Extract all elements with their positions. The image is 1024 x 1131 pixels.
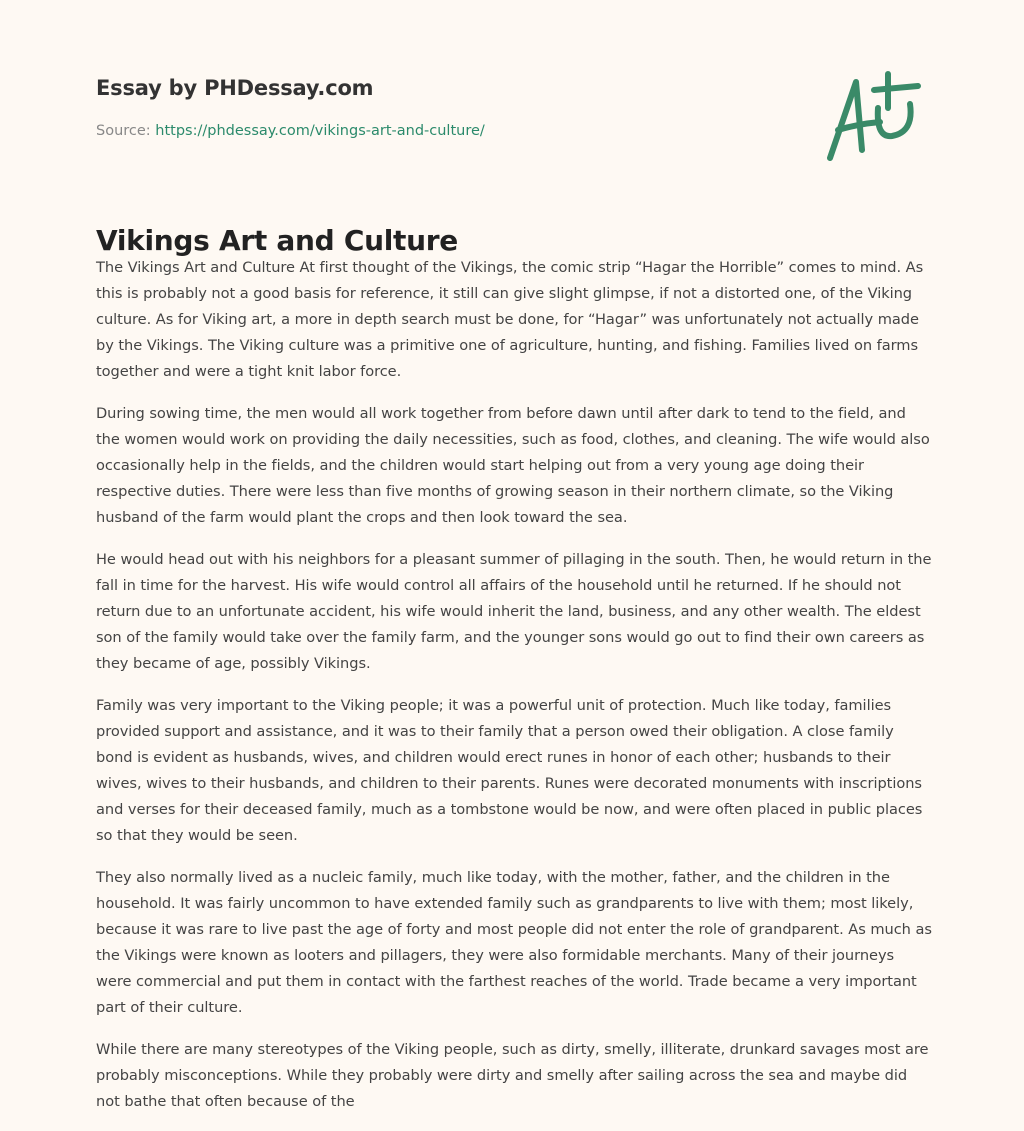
paragraph: He would head out with his neighbors for a pleasant summer of pillaging in the south. Then, he would return in the fall in time for the harvest. His wife would control all affairs of the household until he returned. If he should not return due to an unfortunate accident, his wife would inherit the land, business, and any other wealth. The eldest son of the family would take over the family farm, and the younger sons would go out to find their own careers as they became of age, possibly Vikings.	[96, 551, 932, 672]
essay-body	[96, 255, 932, 1131]
a-plus-logo-icon	[818, 68, 928, 168]
paragraph: The Vikings Art and Culture At first thought of the Vikings, the comic strip “Hagar the Horrible” comes to mind. As this is probably not a good basis for reference, it still can give slight glimpse, if not a distorted one, of the Viking culture. As for Viking art, a more in depth search must be done, for “Hagar” was unfortunately not actually made by the Vikings. The Viking culture was a primitive one of agriculture, hunting, and fishing. Families lived on farms together and were a tight knit labor force.	[96, 259, 924, 380]
source-label: Source:	[96, 123, 151, 139]
source-link[interactable]: https://phdessay.com/vikings-art-and-culture/	[155, 123, 485, 139]
paragraph: While there are many stereotypes of the Viking people, such as dirty, smelly, illiterate, drunkard savages most are probably misconceptions. While they probably were dirty and smelly after sailing across the sea and maybe did not bathe that often because of the	[96, 1041, 929, 1110]
paragraph: Family was very important to the Viking people; it was a powerful unit of protection. Much like today, families provided support and assistance, and it was to their family that a person owed their obligation. A close family bond is evident as husbands, wives, and children would erect runes in honor of each other; husbands to their wives, wives to their husbands, and children to their parents. Runes were decorated monuments with inscriptions and verses for their deceased family, much as a tombstone would be now, and were often placed in public places so that they would be seen.	[96, 697, 923, 844]
paragraph: During sowing time, the men would all work together from before dawn until after dark to tend to the field, and the women would work on providing the daily necessities, such as food, clothes, and cleaning. The wife would also occasionally help in the fields, and the children would start helping out from a very young age doing their respective duties. There were less than five months of growing season in their northern climate, so the Viking husband of the farm would plant the crops and then look toward the sea.	[96, 405, 930, 526]
paragraph: They also normally lived as a nucleic family, much like today, with the mother, father, and the children in the household. It was fairly uncommon to have extended family such as grandparents to live with them; most likely, because it was rare to live past the age of forty and most people did not enter the role of grandparent. As much as the Vikings were known as looters and pillagers, they were also formidable merchants. Many of their journeys were commercial and put them in contact with the farthest reaches of the world. Trade became a very important part of their culture.	[96, 869, 932, 1016]
site-brand: Essay by PHDessay.com	[96, 76, 374, 100]
source-line	[96, 123, 485, 139]
essay-title: Vikings Art and Culture	[96, 224, 458, 257]
